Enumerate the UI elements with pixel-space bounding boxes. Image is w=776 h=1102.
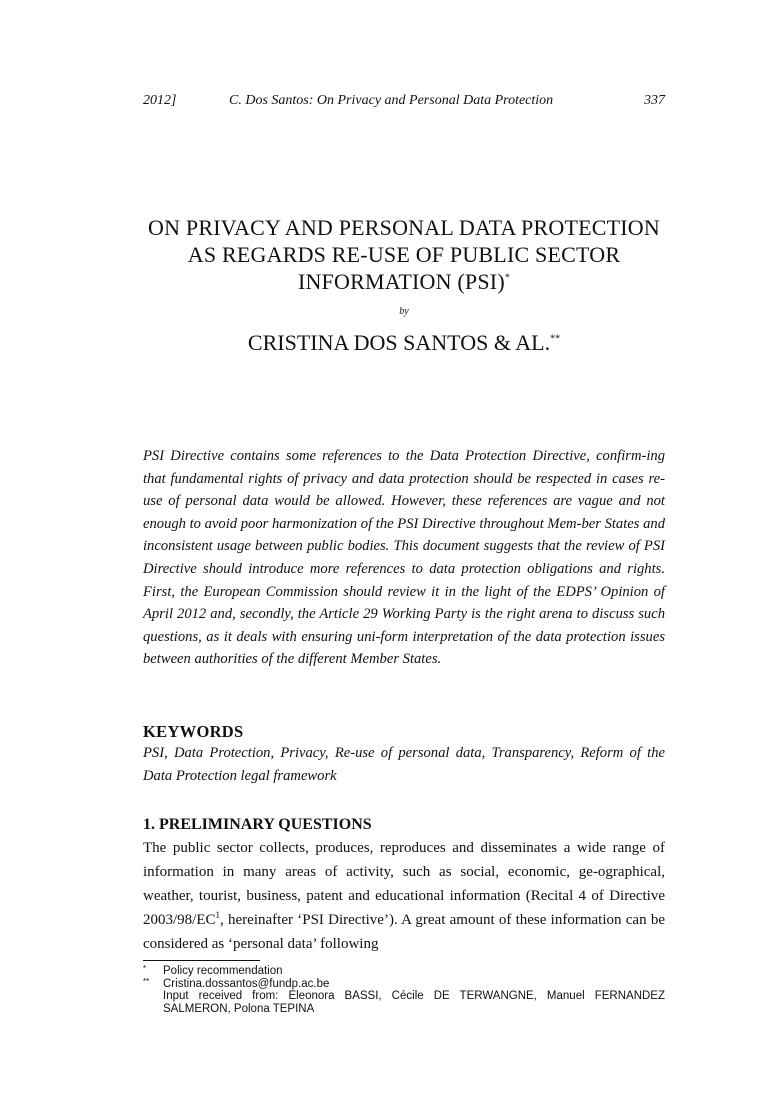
running-head (143, 93, 665, 113)
footnote-item (143, 965, 665, 978)
abstract: PSI Directive contains some references to the Data Protection Directive, confirm-ing that fundamental rights of privacy and data protection should be respected in cases re-use of personal data would be allowed. However, these references are vague and not enough to avoid poor harmonization of the PSI Directive throughout Mem-ber States and inconsistent usage between public bodies. This document suggests that the review of PSI Directive should introduce more references to data protection obligations and rights. First, the European Commission should review it in the light of the EDPS’ Opinion of April 2012 and, secondly, the Article 29 Working Party is the right arena to discuss such questions, as it deals with ensuring uni-form interpretation of the data protection issues between authorities of the different Member States. (143, 448, 665, 668)
keywords-heading: KEYWORDS (143, 722, 244, 741)
title-footnote-marker: * (504, 272, 511, 284)
footnote-email: Cristina.dossantos@fundp.ac.be (163, 977, 330, 990)
title-line-2: AS REGARDS RE-USE OF PUBLIC SECTOR (187, 242, 621, 267)
footnotes (143, 965, 665, 1015)
title-line-1: ON PRIVACY AND PERSONAL DATA PROTECTION (148, 215, 660, 240)
footnote-text: Policy recommendation (163, 965, 283, 977)
footnote-reference: 1 (215, 910, 221, 920)
running-head-title: C. Dos Santos: On Privacy and Personal Data Protection (229, 93, 554, 108)
footnote-item (143, 978, 665, 991)
keywords-text: PSI, Data Protection, Privacy, Re-use of personal data, Transparency, Reform of the Data Protection legal framework (143, 745, 665, 784)
footnote-item (143, 990, 665, 1015)
author-footnote-marker: ** (550, 333, 561, 345)
body-text-part-1: The public sector collects, produces, reproduces and disseminates a wide range of information in many areas of activity, such as social, economic, ge-ographical, weather, tourist, business, patent and educational information (Recital 4 of Directive 2003/98/EC (143, 840, 665, 928)
footnote-mark: ** (143, 976, 150, 986)
running-head-year: 2012] (143, 93, 177, 108)
author-name-text: CRISTINA DOS SANTOS & AL. (247, 330, 551, 355)
section-heading: 1. PRELIMINARY QUESTIONS (143, 816, 372, 833)
body-text-part-2: , hereinafter ‘PSI Directive’). A great amount of these information can be considered as ‘personal data’ following (143, 912, 665, 952)
article-title (100, 214, 708, 295)
footnote-text: Input received from: Eleonora BASSI, Cécile DE TERWANGNE, Manuel FERNANDEZ SALMERON, Polona TEPINA (163, 990, 665, 1015)
footnote-divider (143, 960, 260, 961)
byline-by: by (399, 306, 409, 317)
page-number: 337 (644, 93, 665, 108)
title-line-3-text: INFORMATION (PSI) (297, 269, 505, 294)
author-name (100, 330, 708, 356)
footnote-mark: * (143, 964, 147, 973)
section-body (143, 836, 665, 956)
title-line-3 (100, 268, 708, 295)
